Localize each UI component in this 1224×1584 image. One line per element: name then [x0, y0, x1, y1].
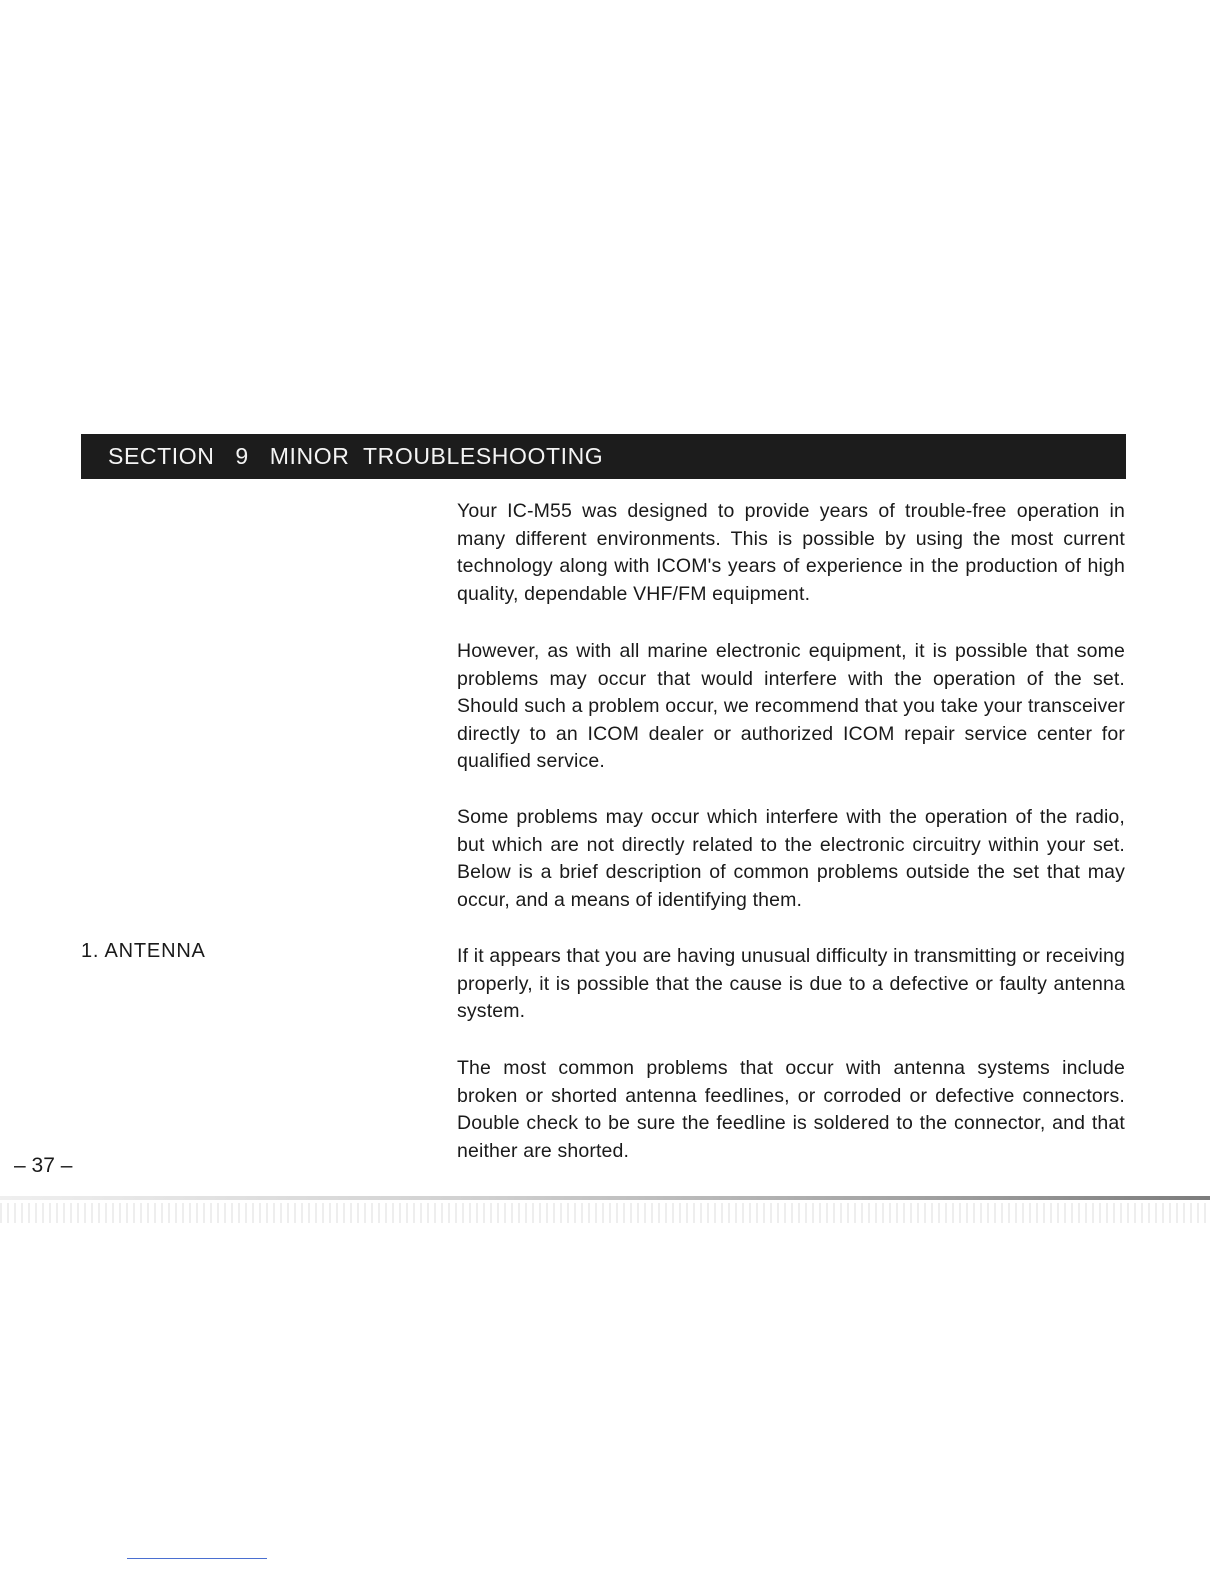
- section-title: SECTION 9 MINOR TROUBLESHOOTING: [81, 434, 1126, 479]
- antenna-heading: 1. ANTENNA: [81, 940, 206, 962]
- scan-artifact: [0, 1203, 1210, 1223]
- antenna-paragraph-2: The most common problems that occur with antenna systems include broken or shorted antenna feedlines, or corroded or defective connectors. Double check to be sure the feedline is soldered to the connector, and that neither are shorted.: [457, 1057, 1125, 1162]
- external-problems-paragraph: Some problems may occur which interfere with the operation of the radio, but which are not directly related to the electronic circuitry within your set. Below is a brief description of common problems outside the set that may occur, and a means of identifying them.: [457, 806, 1125, 911]
- service-paragraph: However, as with all marine electronic equipment, it is possible that some problems may occur that would interfere with the operation of the set. Should such a problem occur, we recommend that you take your transceiver directly to an ICOM dealer or authorized ICOM repair service center for qualified service.: [457, 640, 1125, 772]
- intro-paragraph: Your IC-M55 was designed to provide years of trouble-free operation in many different environments. This is possible by using the most current technology along with ICOM's years of experience in the production of high quality, dependable VHF/FM equipment.: [457, 500, 1125, 605]
- antenna-paragraph-1: If it appears that you are having unusual difficulty in transmitting or receiving properly, it is possible that the cause is due to a defective or faulty antenna system.: [457, 945, 1125, 1022]
- page-number: – 37 –: [14, 1154, 73, 1177]
- page-bottom-rule: [0, 1196, 1210, 1200]
- link-underline: [127, 1558, 267, 1559]
